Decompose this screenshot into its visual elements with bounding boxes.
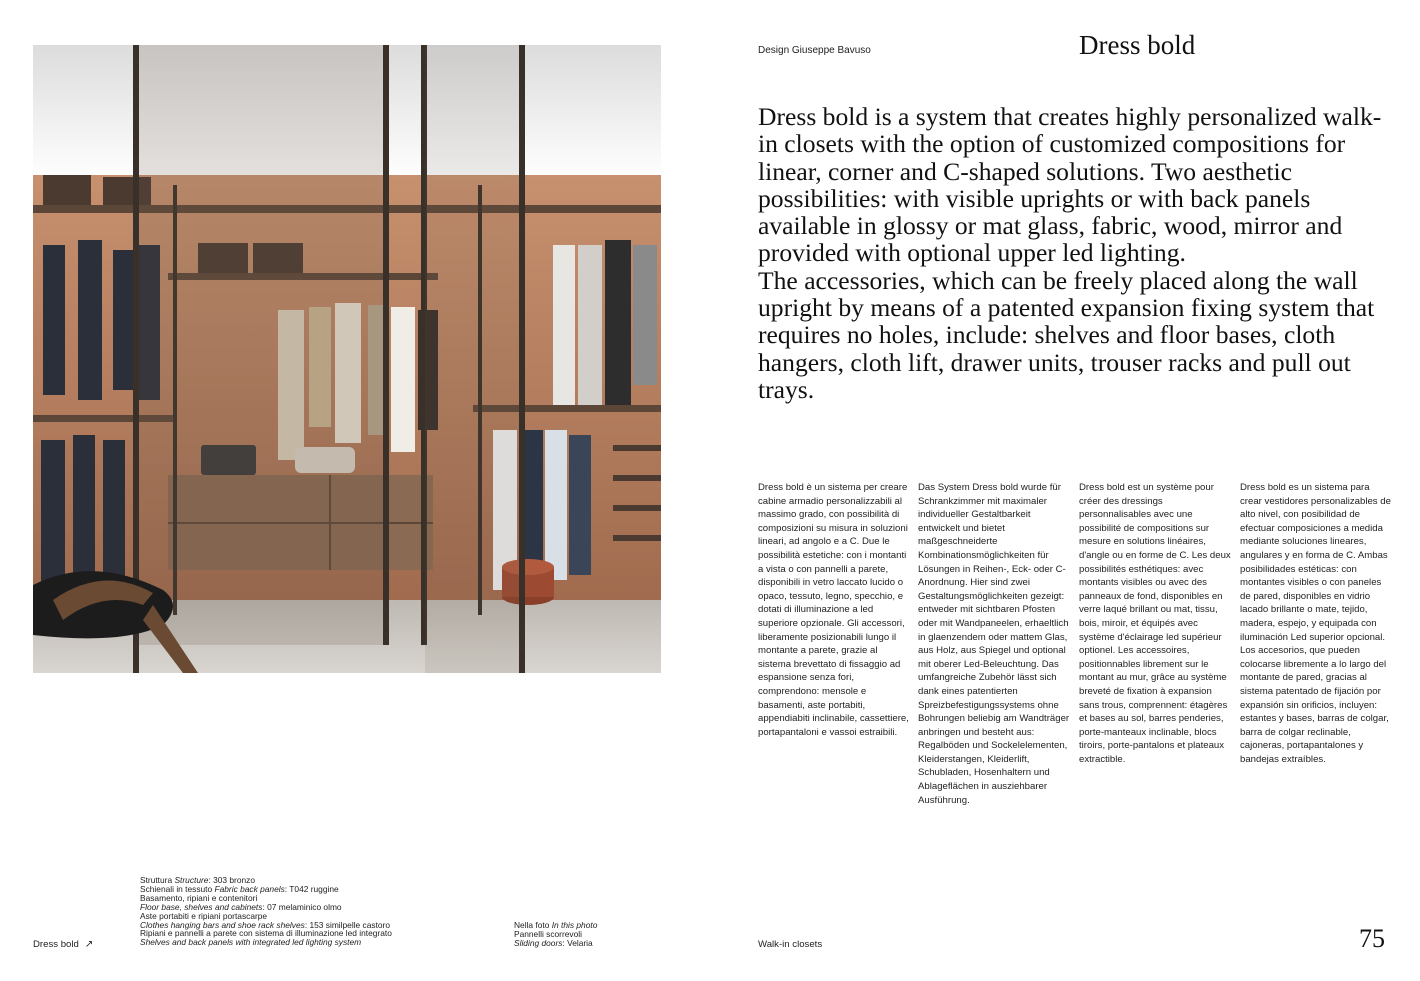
in-photo-doors-en: Sliding doors: Velaria: [514, 937, 593, 948]
walk-in-closet-illustration: [33, 45, 661, 673]
column-italian: [758, 481, 910, 739]
credit-base-it: Basamento, ripiani e contenitori: [140, 892, 258, 903]
lead-text: [758, 103, 1398, 403]
in-photo-doors-it: Pannelli scorrevoli: [514, 928, 582, 939]
column-text: Dress bold es un sistema para crear vestidores personalizables de alto nivel, con posibilidad de efectuar composiciones a medida mediante soluciones lineares, angulares y en forma de C. Ambas posibilidades estéticas: con montantes visibles o con paneles de pared, disponibles en vidrio lacado brillante o mate, tejido, madera, espejo, y equipada con iluminación Led superior opcional. Los accesorios, que pueden colocarse libremente a lo largo del montante de pared, gracias al sistema patentado de fijación por expansión sin orificios, incluyen: estantes y bases, barras de colgar, barra de colgar reclinable, cajoneras, portapantalones y bandejas extraíbles.: [1240, 482, 1391, 765]
credit-bars-it: Aste portabiti e ripiani portascarpe: [140, 910, 268, 921]
column-text: Das System Dress bold wurde für Schrankzimmer mit maximaler individueller Gestaltbarkeit entwickelt und bietet maßgeschneiderte Kombinationsmöglichkeiten für Lösungen in Reihen-, Eck- oder C-Anordnung. Hier sind zwei Gestaltungsmöglichkeiten gezeigt: entweder mit sichtbaren Pfosten oder mit Wandpaneelen, erhaeltlich in glaenzendem oder mattem Glas, aus Holz, aus Spiegel und optional mit oberer Led-Beleuchtung. Das umfangreiche Zubehör lässt sich dank eines patentierten Spreizbefestigungssystems ohne Bohrungen beliebig am Wandträger anbringen und besteht aus: Regalböden und Sockelelementen, Kleiderstangen, Kleiderlift, Schubladen, Hosenhaltern und Ablageflächen in ausziehbarer Ausführung.: [918, 482, 1070, 806]
folio-label: Dress bold: [33, 939, 79, 950]
designer-credit: Design Giuseppe Bavuso: [758, 45, 871, 56]
column-text: Dress bold è un sistema per creare cabine armadio personalizzabili al massimo grado, con possibilità di composizioni su misura in soluzioni lineari, ad angolo e a C. Due le possibilità estetiche: con i montanti a vista o con pannelli a parete, disponibili in vetro laccato lucido o opaco, tessuto, legno, specchio, e dotati di illuminazione a led superiore opzionale. Gli accessori, liberamente posizionabili lungo il montante a parete, grazie al sistema brevettato di fissaggio ad espansione senza fori, comprendono: mensole e basamenti, aste portabiti, appendiabiti inclinabile, cassettiere, portapantaloni e vassoi estraibili.: [758, 482, 909, 738]
credit-led-en: Shelves and back panels with integrated led lighting system: [140, 937, 362, 948]
folio-link[interactable]: [33, 939, 93, 950]
arrow-up-right-icon: ↗: [84, 939, 94, 950]
product-title: Dress bold: [1079, 30, 1196, 60]
in-photo-caption: [514, 921, 597, 948]
credit-led-it: Ripiani e pannelli a parete con sistema di illuminazione led integrato: [140, 928, 392, 939]
credit-panels: Schienali in tessuto Fabric back panels: T042 ruggine: [140, 883, 339, 894]
material-credits: [140, 876, 392, 947]
credit-base-en: Floor base, shelves and cabinets: 07 melaminico olmo: [140, 901, 342, 912]
credit-structure: Struttura Structure: 303 bronzo: [140, 875, 255, 885]
page-number: 75: [1359, 924, 1385, 953]
column-french: [1079, 481, 1231, 766]
column-german: [918, 481, 1070, 807]
in-photo-label: Nella foto In this photo: [514, 920, 598, 930]
column-spanish: [1240, 481, 1392, 766]
section-label: Walk-in closets: [758, 939, 823, 950]
lead-paragraph: The accessories, which can be freely placed along the wall upright by means of a patented expansion fixing system that requires no holes, include: shelves and floor bases, cloth hangers, cloth lift, drawer units, trouser racks and pull out trays.: [758, 265, 1375, 404]
product-photo: [33, 45, 661, 673]
lead-paragraph: Dress bold is a system that creates highly personalized walk-in closets with the option of customized compositions for linear, corner and C-shaped solutions. Two aesthetic possibilities: with visible uprights or with back panels available in glossy or mat glass, fabric, wood, mirror and provided with optional upper led lighting.: [758, 102, 1382, 268]
credit-bars-en: Clothes hanging bars and shoe rack shelves: 153 similpelle castoro: [140, 919, 390, 930]
column-text: Dress bold est un système pour créer des dressings personnalisables avec une possibilité de compositions sur mesure en solutions linéaires, d'angle ou en forme de C. Les deux possibilités esthétiques: avec montants visibles ou avec des panneaux de fond, disponibles en verre laqué brillant ou mat, tissu, bois, miroir, et équipés avec système d'éclairage led supérieur optionel. Les accessoires, positionnables librement sur le montant au mur, grâce au système breveté de fixation à expansion sans trous, comprennent: étagères et bases au sol, barres penderies, porte-manteaux inclinable, blocs tiroirs, porte-pantalons et plateaux extractible.: [1079, 482, 1231, 765]
